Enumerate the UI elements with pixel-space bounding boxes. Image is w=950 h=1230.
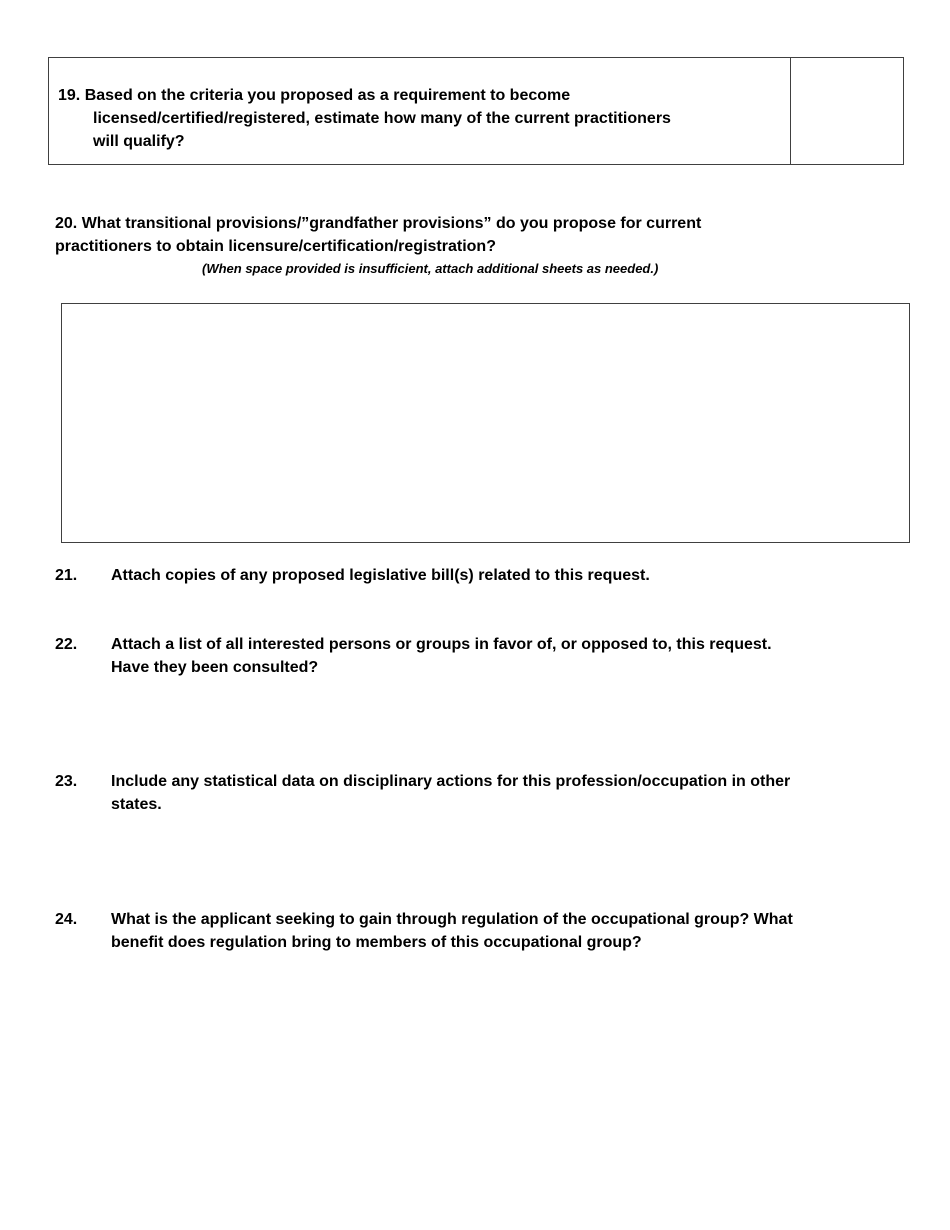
q23-line-2: states.: [111, 796, 162, 813]
q23-line-1: Include any statistical data on disciplinary actions for this profession/occupation in other: [111, 773, 791, 790]
q24-number: 24.: [55, 911, 78, 928]
q19-answer-field[interactable]: [791, 58, 903, 164]
q22-number: 22.: [55, 636, 78, 653]
q19-line-1: 19. Based on the criteria you proposed as a requirement to become: [58, 87, 571, 104]
q20-instruction-note: (When space provided is insufficient, attach additional sheets as needed.): [202, 261, 659, 276]
q24-line-2: benefit does regulation bring to members of this occupational group?: [111, 934, 642, 951]
q22-line-1: Attach a list of all interested persons or groups in favor of, or opposed to, this request.: [111, 636, 772, 653]
q23-number: 23.: [55, 773, 78, 790]
q20-answer-field[interactable]: [61, 303, 910, 543]
q21-line-1: Attach copies of any proposed legislative bill(s) related to this request.: [111, 567, 650, 584]
q19-line-3: will qualify?: [93, 133, 185, 150]
q21-number: 21.: [55, 567, 78, 584]
q20-line-2: practitioners to obtain licensure/certification/registration?: [55, 238, 496, 255]
q19-line-2: licensed/certified/registered, estimate how many of the current practitioners: [93, 110, 671, 127]
q20-line-1: 20. What transitional provisions/”grandfather provisions” do you propose for current: [55, 215, 702, 232]
q24-line-1: What is the applicant seeking to gain through regulation of the occupational group? What: [111, 911, 793, 928]
q22-line-2: Have they been consulted?: [111, 659, 319, 676]
q19-question: [58, 84, 758, 153]
q19-table: [48, 57, 904, 165]
q20-question: [55, 212, 755, 258]
